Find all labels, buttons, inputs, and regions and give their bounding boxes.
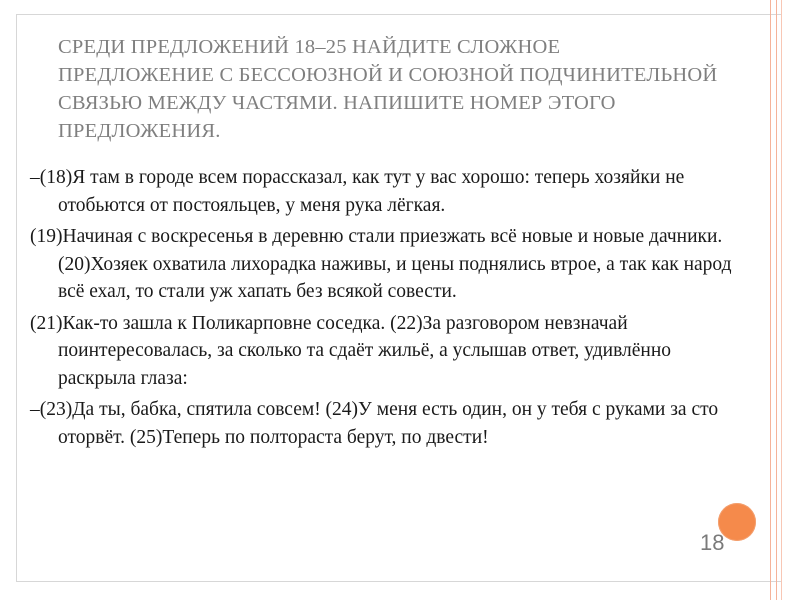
paragraph-18: –(18)Я там в городе всем порассказал, как тут у вас хорошо: теперь хозяйки не отобьются от постояльцев, у меня рука лёгкая. [30,167,685,216]
decorative-line [776,0,777,600]
slide-number: 18 [700,530,725,555]
decorative-line [781,0,782,600]
slide-body [30,164,735,455]
paragraph-23-25: –(23)Да ты, бабка, спятила совсем! (24)У меня есть один, он у тебя с руками за сто оторвёт. (25)Теперь по полтораста берут, по двести! [30,399,719,448]
decorative-line [770,0,771,600]
paragraph-21-22: (21)Как-то зашла к Поликарповне соседка. (22)За разговором невзначай поинтересовалась, за сколько та сдаёт жильё, а услышав ответ, удивлённо раскрыла глаза: [30,312,672,389]
paragraph-19-20: (19)Начиная с воскресенья в деревню стали приезжать всё новые и новые дачники. (20)Хозяек охватила лихорадка наживы, и цены поднялись втрое, а так как народ всё ехал, то стали уж хапать без всякой совести. [30,226,732,302]
slide-title: СРЕДИ ПРЕДЛОЖЕНИЙ 18–25 НАЙДИТЕ СЛОЖНОЕ ПРЕДЛОЖЕНИЕ С БЕССОЮЗНОЙ И СОЮЗНОЙ ПОДЧИНИТЕЛЬНОЙ СВЯЗЬЮ МЕЖДУ ЧАСТЯМИ. НАПИШИТЕ НОМЕР ЭТОГО ПРЕДЛОЖЕНИЯ. [58,36,718,142]
